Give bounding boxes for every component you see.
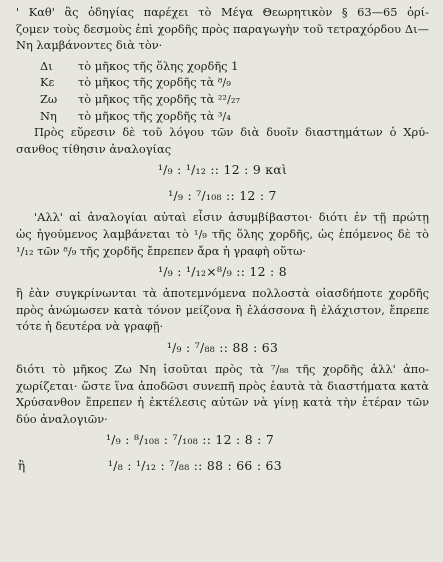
definition-row	[16, 58, 429, 75]
definition-symbol: Κε	[40, 75, 55, 90]
paragraph-line: διότι τὸ μῆκος Ζω Νη ἰσοῦται πρὸς τὰ ⁷/₈₈ τῆς χορδῆς ἀλλ' ἀπο-	[16, 361, 429, 376]
definition-symbol: Δι	[40, 58, 53, 73]
paragraph-line: πρὸς ἀνώμωσεν κατὰ τόνον μείζονα ἢ ἐλάσσονα ἢ ἐλάχιστον, ἔπρεπε	[16, 302, 429, 317]
paragraph-line: τότε ἡ δευτέρα νὰ γραφῇ·	[16, 319, 164, 334]
definition-text: τὸ μῆκος τῆς χορδῆς τὰ ⁸/₉	[78, 75, 231, 90]
definition-row	[16, 74, 429, 91]
formula: ¹/₉ : ¹/₁₂×⁸/₉ :: 12 : 8	[158, 264, 287, 280]
formula: ¹/₈ : ¹/₁₂ : ⁷/₈₈ :: 88 : 66 : 63	[108, 458, 282, 474]
paragraph-line: Πρὸς εὕρεσιν δὲ τοῦ λόγου τῶν διὰ δυοῖν διαστημάτων ὁ Χρύ-	[34, 125, 429, 140]
formula: ¹/₉ : ¹/₁₂ :: 12 : 9 καὶ	[157, 162, 288, 178]
or-word: ἢ	[18, 458, 26, 473]
intro-line: ' Καθ' ἃς ὁδηγίας παρέχει τὸ Μέγα Θεωρητικὸν § 63—65 ὁρί-	[16, 5, 429, 19]
paragraph-line: ἢ ἐὰν συγκρίνωνται τὰ ἀποτεμνόμενα πολλοστὰ οἱασδήποτε χορδῆς	[16, 286, 429, 301]
paragraph-line: Χρύσανθον ἔπρεπεν ἡ ἐκτέλεσις αὐτῶν νὰ γίνῃ κατὰ τὴν ἑτέραν τῶν	[16, 395, 429, 410]
formula: ¹/₉ : ⁷/₁₀₈ :: 12 : 7	[168, 188, 277, 204]
paragraph-line: ὡς ἡγούμενος λαμβάνεται τὸ ¹/₉ τῆς ὅλης χορδῆς, ὡς ἑπόμενος δὲ τὸ	[16, 226, 429, 241]
definition-text: τὸ μῆκος τῆς χορδῆς τὰ ²²/₂₇	[78, 91, 240, 106]
paragraph-line: 'Αλλ' αἱ ἀναλογίαι αὐταὶ εἶσιν ἀσυμβίβαστοι· διότι ἐν τῇ πρώτῃ	[34, 210, 429, 225]
intro-line: Νη λαμβάνοντες διὰ τὸν·	[16, 38, 163, 53]
paragraph-line: σανθος τίθησιν ἀναλογίας	[16, 141, 172, 156]
formula: ¹/₉ : ⁸/₁₀₈ : ⁷/₁₀₈ :: 12 : 8 : 7	[106, 432, 275, 448]
definition-text: τὸ μῆκος τῆς ὅλης χορδῆς 1	[78, 58, 239, 73]
paragraph-line: ¹/₁₂ τῶν ⁸/₉ τῆς χορδῆς ἔπρεπεν ἄρα ἡ γραφὴ οὕτω·	[16, 243, 307, 258]
definition-row	[16, 108, 429, 125]
paragraph-line: χωρίζεται· ὥστε ἵνα ἀποδῶσι συνεπῆ πρὸς ἑαυτὰ τὰ διαστήματα κατὰ	[16, 378, 429, 393]
formula: ¹/₉ : ⁷/₈₈ :: 88 : 63	[166, 339, 279, 355]
definition-symbol: Ζω	[40, 91, 58, 106]
definition-row	[16, 91, 429, 108]
definition-text: τὸ μῆκος τῆς χορδῆς τὰ ³/₄	[78, 108, 231, 123]
definition-symbol: Νη	[40, 108, 57, 123]
alternative-formula-row	[16, 453, 429, 479]
paragraph-line: δύο ἀναλογιῶν·	[16, 411, 108, 426]
intro-line: ζομεν τοὺς δεσμοὺς ἐπὶ χορδῆς πρὸς παραγωγὴν τοῦ τετραχόρδου Δι—	[16, 21, 429, 36]
